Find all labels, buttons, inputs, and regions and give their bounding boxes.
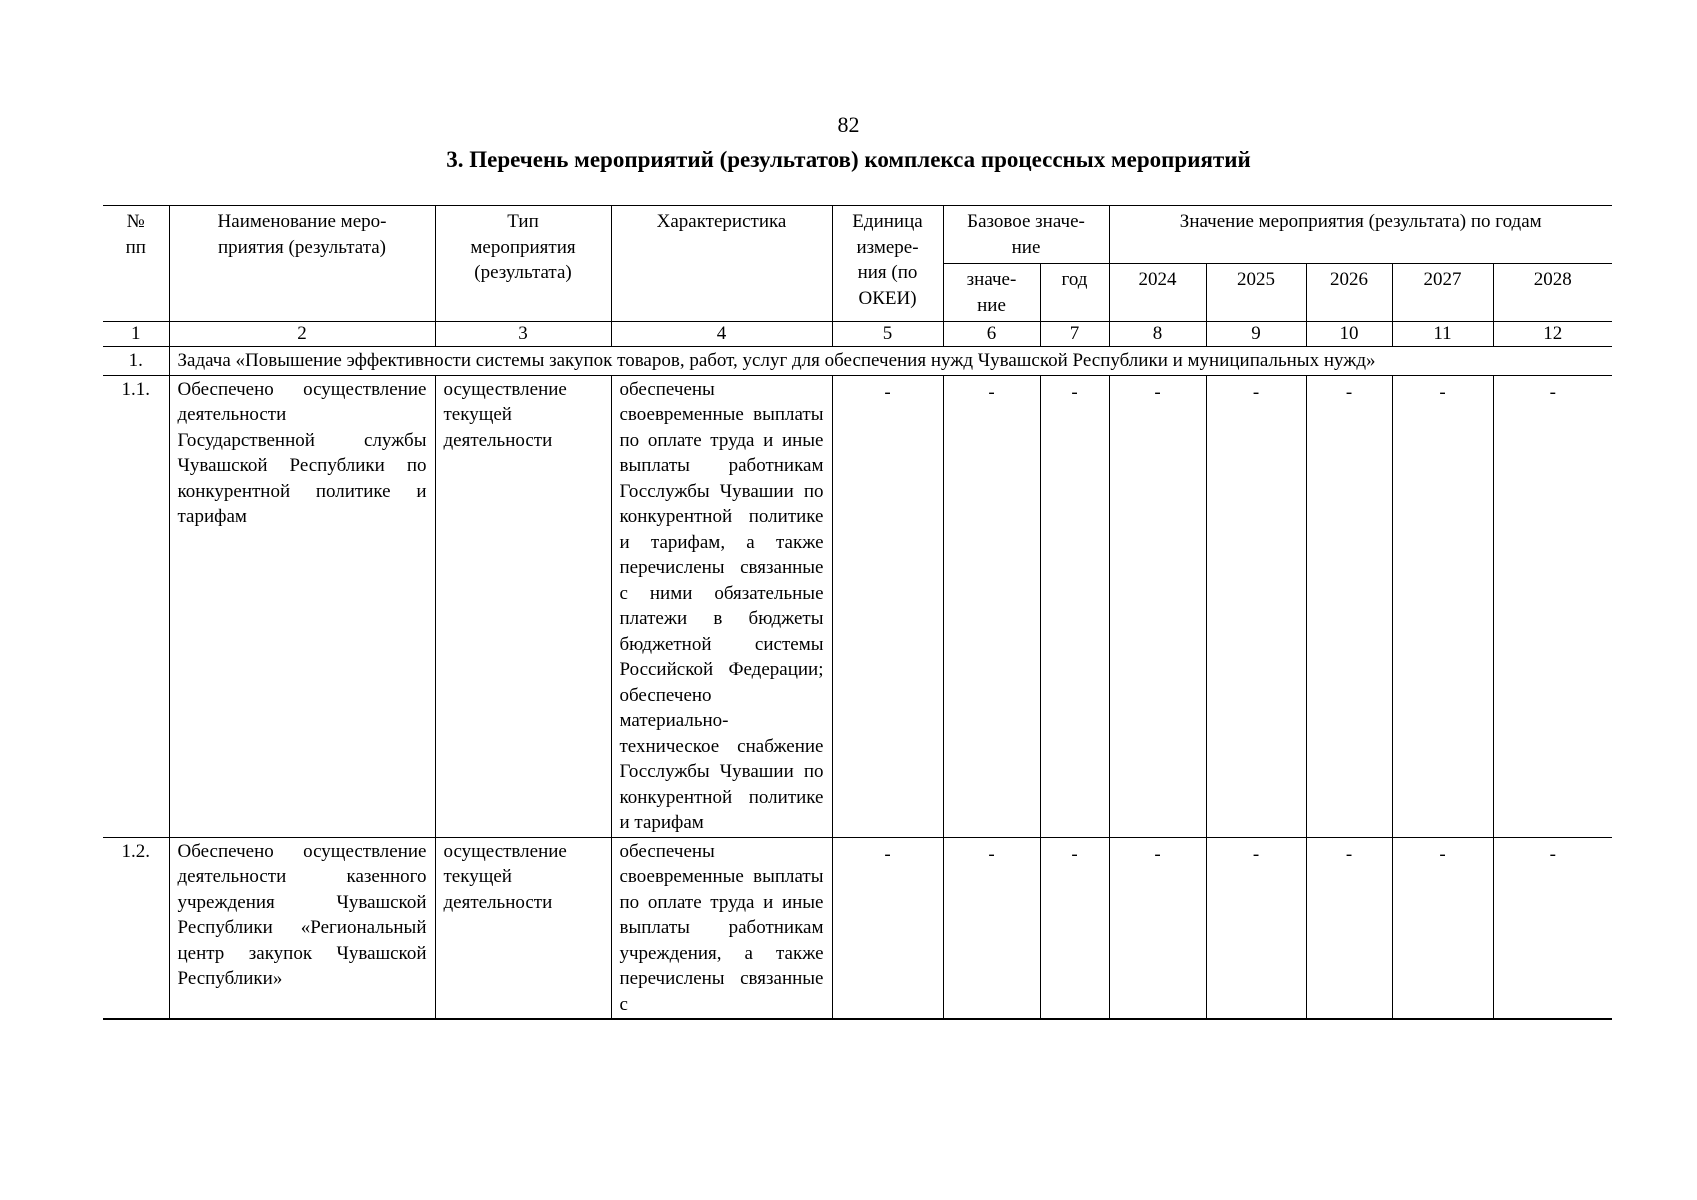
header-base-year: год — [1040, 264, 1109, 322]
measure-name: Обеспечено осуществление деятельности Государственной службы Чувашской Республики по конкурентной политике и тарифам — [169, 375, 435, 837]
page-number: 82 — [837, 112, 860, 137]
row-number: 1.1. — [103, 375, 169, 837]
value-2027: - — [1392, 837, 1493, 1019]
column-number: 6 — [943, 322, 1040, 347]
measure-characteristic: обеспечены своевременные выплаты по оплате труда и иные выплаты работникам Госслужбы Чувашии по конкурентной политике и тарифам, а также перечислены связанные с ними обязательные платежи в бюджеты бюджетной системы Российской Федерации; обеспечено материально-техническое снабжение Госслужбы Чувашии по конкурентной политике и тарифам — [611, 375, 832, 837]
header-year-2024: 2024 — [1109, 264, 1206, 322]
base-value: - — [943, 837, 1040, 1019]
task-row — [103, 347, 1612, 376]
value-2027: - — [1392, 375, 1493, 837]
header-name: Наименование меро- приятия (результата) — [169, 206, 435, 322]
table-row — [103, 375, 1612, 837]
value-2028: - — [1493, 375, 1612, 837]
section-title: 3. Перечень мероприятий (результатов) комплекса процессных мероприятий — [446, 147, 1251, 172]
unit-value: - — [832, 837, 943, 1019]
task-text: Задача «Повышение эффективности системы закупок товаров, работ, услуг для обеспечения нужд Чувашской Республики и муниципальных нужд» — [169, 347, 1612, 376]
measure-characteristic: обеспечены своевременные выплаты по оплате труда и иные выплаты работникам учреждения, а также перечислены связанные с — [611, 837, 832, 1019]
header-unit: Единица измере- ния (по ОКЕИ) — [832, 206, 943, 322]
value-2024: - — [1109, 375, 1206, 837]
table-row — [103, 837, 1612, 1019]
unit-value: - — [832, 375, 943, 837]
column-number: 3 — [435, 322, 611, 347]
base-year: - — [1040, 375, 1109, 837]
header-base: Базовое значе- ние — [943, 206, 1109, 264]
value-2026: - — [1306, 375, 1392, 837]
column-number: 8 — [1109, 322, 1206, 347]
column-number: 4 — [611, 322, 832, 347]
column-number: 11 — [1392, 322, 1493, 347]
header-year-2026: 2026 — [1306, 264, 1392, 322]
task-number: 1. — [103, 347, 169, 376]
value-2024: - — [1109, 837, 1206, 1019]
value-2028: - — [1493, 837, 1612, 1019]
value-2026: - — [1306, 837, 1392, 1019]
header-base-value: значе- ние — [943, 264, 1040, 322]
column-number: 2 — [169, 322, 435, 347]
measure-type: осуществление текущей деятельности — [435, 375, 611, 837]
header-num: № пп — [103, 206, 169, 322]
header-characteristic: Характеристика — [611, 206, 832, 322]
base-year: - — [1040, 837, 1109, 1019]
value-2025: - — [1206, 837, 1306, 1019]
base-value: - — [943, 375, 1040, 837]
column-number: 5 — [832, 322, 943, 347]
header-year-2025: 2025 — [1206, 264, 1306, 322]
header-type: Тип мероприятия (результата) — [435, 206, 611, 322]
column-number: 9 — [1206, 322, 1306, 347]
column-number: 1 — [103, 322, 169, 347]
value-2025: - — [1206, 375, 1306, 837]
header-year-2028: 2028 — [1493, 264, 1612, 322]
measure-type: осуществление текущей деятельности — [435, 837, 611, 1019]
column-number: 12 — [1493, 322, 1612, 347]
header-year-2027: 2027 — [1392, 264, 1493, 322]
header-values-by-year: Значение мероприятия (результата) по годам — [1109, 206, 1612, 264]
column-numbers-row — [103, 322, 1612, 347]
row-number: 1.2. — [103, 837, 169, 1019]
measures-table — [103, 205, 1612, 1020]
measure-name: Обеспечено осуществление деятельности казенного учреждения Чувашской Республики «Региональный центр закупок Чувашской Республики» — [169, 837, 435, 1019]
column-number: 10 — [1306, 322, 1392, 347]
column-number: 7 — [1040, 322, 1109, 347]
